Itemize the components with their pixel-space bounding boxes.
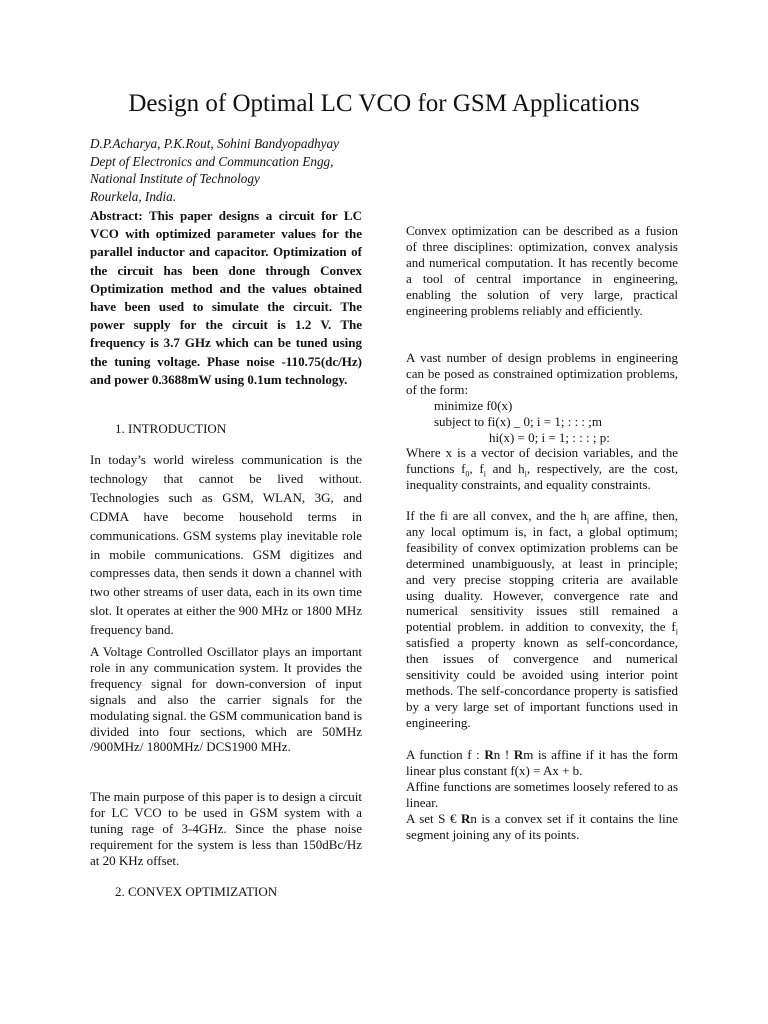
author-location: Rourkela, India. [90,188,177,204]
convex-set-definition [406,811,678,843]
affine-note: Affine functions are sometimes loosely refered to as linear. [406,778,678,810]
convex-paragraph-4 [406,508,678,731]
intro-paragraph-1: In today’s world wireless communication is the technology that cannot be lived without. Technologies such as GSM, WLAN, 3G, and CDMA have become household terms in communications. GSM systems play inevitable role in mobile communications. GSM digitizes and compresses data, then sends it down a channel with two other streams of user data, each in its own time slot. It operates at either the 900 MHz or 1800 MHz frequency band. [90,452,362,638]
convex-paragraph-1: Convex optimization can be described as a fusion of three disciplines: optimization, convex analysis and numerical computation. It has recently become a tool of central importance in engineering, enabling the solution of very large, practical engineering problems reliably and efficiently. [406,223,678,318]
real-numbers-symbol: R [484,747,494,762]
formula-equality-constraint: hi(x) = 0; i = 1; : : : ; p: [489,430,610,445]
text-run: , f [469,460,484,476]
text-run: A set S € [406,810,461,826]
section-heading-introduction: 1. INTRODUCTION [115,421,227,436]
author-names: D.P.Acharya, P.K.Rout, Sohini Bandyopadhyay [90,136,339,151]
real-numbers-symbol: R [513,747,524,762]
text-run: m is affine if it has the form linear plus constant f(x) = Ax + b. [406,747,678,778]
abstract: Abstract: This paper designs a circuit for LC VCO with optimized parameter values for the parallel inductor and capacitor. Optimization of the circuit has been done through Convex Optimization method and the values obtained have been used to simulate the circuit. The power supply for the circuit is 1.2 V. The frequency is 3.7 GHz which can be tuned using the tuning voltage. Phase noise -110.75(dc/Hz) and power 0.3688mW using 0.1um technology. [90,208,362,387]
text-run: satisfied a property known as self-concordance, then issues of convergence and numerical sensitivity could be avoided using interior point methods. The self-concordance property is satisfied by a very large set of important functions used in engineering. [406,635,678,730]
real-numbers-symbol: R [461,810,471,826]
text-run: n is a convex set if it contains the line segment joining any of its points. [406,810,678,842]
author-department: Dept of Electronics and Communcation Engg, [90,153,334,169]
convex-paragraph-5 [406,747,678,842]
text-run: and h [485,460,525,476]
text-run: n ! [493,747,514,762]
formula-inequality-constraint: subject to fi(x) _ 0; i = 1; : : : ;m [434,414,603,429]
subscript: i [675,627,678,637]
section-heading-convex-optimization: 2. CONVEX OPTIMIZATION [115,884,278,899]
subscript: i [586,516,590,526]
text-run: Where x is a vector of decision variables, and the functions f [406,445,678,476]
paper-title: Design of Optimal LC VCO for GSM Applications [128,90,640,117]
text-run: If the fi are all convex, and the h [406,508,587,523]
subscript: i [524,469,527,479]
formula-objective: minimize f0(x) [434,398,513,413]
subscript: i [483,469,486,479]
author-institute: National Institute of Technology [90,171,260,187]
affine-definition [406,747,678,779]
text-run: , respectively, are the cost, inequality constraints, and equality constraints. [406,460,678,492]
intro-paragraph-3: The main purpose of this paper is to design a circuit for LC VCO to be used in GSM system with a tuning rage of 3-4GHz. Since the phase noise requirement for the system is less than 150dBc/Hz at 20 KHz offset. [90,789,362,868]
author-block [90,135,380,205]
text-run: A function f : [406,747,485,762]
subscript: 0 [465,469,470,479]
text-run: are affine, then, any local optimum is, in fact, a global optimum; feasibility of convex optimization problems can be determined unambiguously, at least in principle; and very precise stopping criteria are available using duality. However, convergence rate and numerical sensitivity issues still remained a potential problem. in addition to convexity, the f [406,508,678,635]
convex-paragraph-3 [406,445,678,493]
intro-paragraph-2: A Voltage Controlled Oscillator plays an important role in any communication system. It provides the frequency signal for down-conversion of input signals and also the carrier signals for the modulating signal. the GSM communication band is divided into four sections, which are 50MHz /900MHz/ 1800MHz/ DCS1900 MHz. [90,644,362,755]
convex-paragraph-2: A vast number of design problems in engineering can be posed as constrained optimization problems, of the form: [406,350,678,397]
